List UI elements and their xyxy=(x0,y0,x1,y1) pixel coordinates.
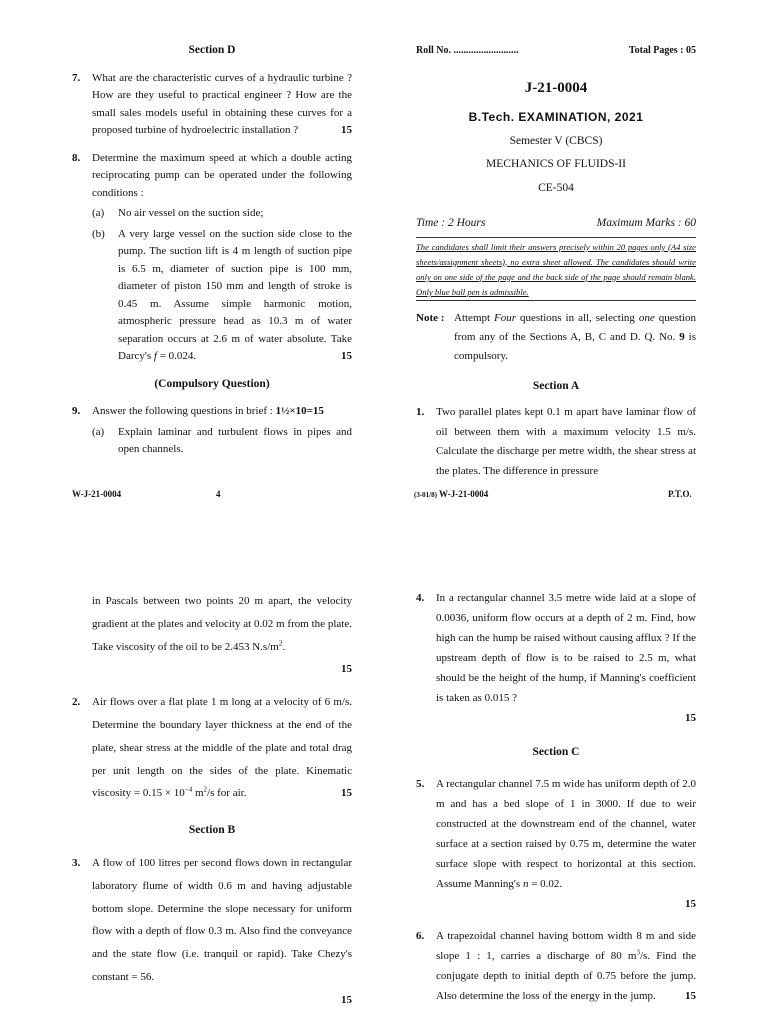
footer-ref xyxy=(414,489,488,499)
question-text-tail: = 0.02. xyxy=(528,878,563,890)
question-text: In a rectangular channel 3.5 metre wide laid at a slope of 0.0036, uniform flow occurs at a depth of 2 m. Find, how high can the hump be raised without causing afflux ? If the upstream depth of flow is to be raised to 2.5 m, what should be the height of the hump, if Manning's coefficient is taken as 0.015 ? xyxy=(436,592,696,704)
top-right-column xyxy=(416,42,696,481)
total-pages: Total Pages : 05 xyxy=(628,45,696,56)
footer-pto: P.T.O. xyxy=(668,489,692,499)
course-code: CE-504 xyxy=(538,181,574,194)
question-marks: 15 xyxy=(341,124,352,136)
max-marks: Maximum Marks : 60 xyxy=(596,217,696,229)
question-1-continued xyxy=(72,590,352,681)
paper-code: J-21-0004 xyxy=(524,79,588,96)
question-marks: 1½×10=15 xyxy=(275,405,324,417)
instructions xyxy=(416,238,696,301)
subpart-a xyxy=(92,205,352,223)
subpart-label: (a) xyxy=(92,207,105,219)
question-5 xyxy=(416,774,696,914)
note-text: is compulsory. xyxy=(454,330,696,362)
question-text: Air flows over a flat plate 1 m long at a velocity of 6 m/s. Determine the boundary layer thickness at the end of the plate, shear stress at the middle of the plate and total drag per unit length on the sides of the plate. Kinematic viscosity = 0.15 × 10 xyxy=(92,696,352,800)
section-c-title: Section C xyxy=(532,746,580,758)
footer-code-left: W-J-21-0004 xyxy=(72,489,122,499)
note-label: Note : xyxy=(416,311,445,324)
time: Time : 2 Hours xyxy=(416,217,486,229)
footer-page-number: 4 xyxy=(216,489,221,499)
note-text: question from any of the Sections A, B, C and D. Q. No. xyxy=(454,311,696,343)
note-emphasis: 9 xyxy=(679,330,685,343)
superscript: 2 xyxy=(203,785,208,794)
section-d-title: Section D xyxy=(188,44,236,56)
question-number: 9. xyxy=(72,405,81,417)
question-number: 4. xyxy=(416,592,425,604)
note-emphasis: Four xyxy=(494,311,517,324)
question-number: 7. xyxy=(72,71,81,84)
question-2 xyxy=(72,691,352,805)
question-text-tail: /s. Find the conjugate depth to initial depth of 0.75 before the jump. Also determine the loss of the energy in the jump. xyxy=(436,950,696,1002)
darcy-f-symbol: f xyxy=(153,350,157,362)
roll-number: Roll No. .......................... xyxy=(416,45,519,56)
question-text: A trapezoidal channel having bottom width 8 m and side slope 1 : 1, carries a discharge of 80 m xyxy=(436,930,696,962)
question-9 xyxy=(72,403,352,459)
question-4 xyxy=(416,588,696,728)
question-text: m xyxy=(192,787,204,800)
subpart-text: A very large vessel on the suction side close to the pump. The suction lift is 4 m length of suction pipe is 6.5 m, diameter of suction pipe is 100 mm, diameter of piston 150 mm and length of stroke is 0.45 m. Assume simple harmonic motion, atmospheric pressure head as 10.3 m of water separation occurs at 2.6 m of water absolute. Take Darcy's xyxy=(118,227,352,362)
question-marks: 15 xyxy=(341,663,352,676)
superscript: 2 xyxy=(278,638,283,647)
question-text: What are the characteristic curves of a hydraulic turbine ? How are they useful to practical engineer ? How are the small sales models useful in obtaining these curves for a proposed turbine of hydroelectric installation ? xyxy=(92,71,352,136)
instructions-text: The candidates shall limit their answers precisely within 20 pages only (A4 size sheets/assignment sheets), no extra sheet allowed. The candidates should write only on one side of the page and the back side of the page should remain blank. Only blue ball pen is admissible. xyxy=(416,241,696,297)
question-number: 6. xyxy=(416,930,425,942)
subpart-label: (b) xyxy=(92,227,105,240)
superscript: 3 xyxy=(636,948,640,957)
question-1 xyxy=(416,403,696,481)
bottom-left-column xyxy=(72,590,352,1012)
question-3 xyxy=(72,852,352,1012)
question-text: Two parallel plates kept 0.1 m apart have laminar flow of oil between them with a maximum velocity 1.5 m/s. Calculate the discharge per metre width, the shear stress at the plates. The difference in pressure xyxy=(436,406,696,477)
subpart-text-tail: = 0.024. xyxy=(156,350,197,362)
note-text: Attempt xyxy=(454,311,495,324)
note-emphasis: one xyxy=(638,311,655,324)
exam-title: B.Tech. EXAMINATION, 2021 xyxy=(468,110,644,124)
question-6 xyxy=(416,926,696,1006)
footer-code-right: W-J-21-0004 xyxy=(439,489,489,499)
question-text: in Pascals between two points 20 m apart, the velocity gradient at the plates and velocity at 0.02 m from the plate. Take viscosity of the oil to be 2.453 N.s/m xyxy=(92,595,352,653)
subpart-text: Explain laminar and turbulent flows in pipes and open channels. xyxy=(118,425,352,455)
subpart-a xyxy=(92,424,352,459)
superscript: −4 xyxy=(184,785,193,794)
question-text: Answer the following questions in brief : xyxy=(92,405,273,417)
question-text: Determine the maximum speed at which a double acting reciprocating pump can be operated under the following conditions : xyxy=(92,151,352,199)
question-text-tail: /s for air. xyxy=(207,787,247,800)
subpart-label: (a) xyxy=(92,425,105,438)
subpart-text: No air vessel on the suction side; xyxy=(118,207,264,219)
bottom-right-column xyxy=(416,588,696,1006)
section-b-title: Section B xyxy=(188,824,236,837)
question-text: A flow of 100 litres per second flows down in rectangular laboratory flume of width 0.6 m and having adjustable bottom slope. Determine the slope necessary for uniform flow with a depth of flow 0.3 m. Also find the conveyance and the state flow (i.e. tranquil or rapid). Take Chezy's constant = 56. xyxy=(92,856,352,983)
question-marks: 15 xyxy=(341,787,352,800)
question-marks: 15 xyxy=(341,350,352,362)
time-marks-row xyxy=(416,215,696,238)
question-7 xyxy=(72,70,352,140)
question-number: 3. xyxy=(72,856,81,869)
compulsory-title: (Compulsory Question) xyxy=(154,377,270,390)
manning-n-symbol: n xyxy=(522,878,529,890)
question-marks: 15 xyxy=(341,993,352,1006)
semester: Semester V (CBCS) xyxy=(509,134,603,147)
question-text-tail: . xyxy=(282,640,286,653)
note-text: questions in all, selecting xyxy=(516,311,639,324)
question-marks: 15 xyxy=(685,990,696,1002)
header-row xyxy=(416,42,696,60)
question-text: A rectangular channel 7.5 m wide has uniform depth of 2.0 m and has a bed slope of 1 in 3000. If due to weir constructed at the downstream end of the channel, water surface at a section raised by 0.75 m, determine the water surface slope with respect to horizontal at this section. Assume Manning's xyxy=(436,778,696,890)
question-number: 8. xyxy=(72,151,81,164)
question-marks: 15 xyxy=(685,712,696,724)
note xyxy=(416,309,696,366)
bottom-page xyxy=(0,512,768,1024)
question-8 xyxy=(72,150,352,366)
section-a-title: Section A xyxy=(532,379,580,392)
question-number: 1. xyxy=(416,406,425,418)
question-number: 2. xyxy=(72,696,81,709)
subject: MECHANICS OF FLUIDS-II xyxy=(486,158,626,170)
question-marks: 15 xyxy=(685,898,696,910)
subpart-b xyxy=(92,226,352,366)
footer-ref-code: (3-01/8) xyxy=(414,491,437,499)
question-number: 5. xyxy=(416,778,425,790)
top-left-column xyxy=(72,42,352,459)
